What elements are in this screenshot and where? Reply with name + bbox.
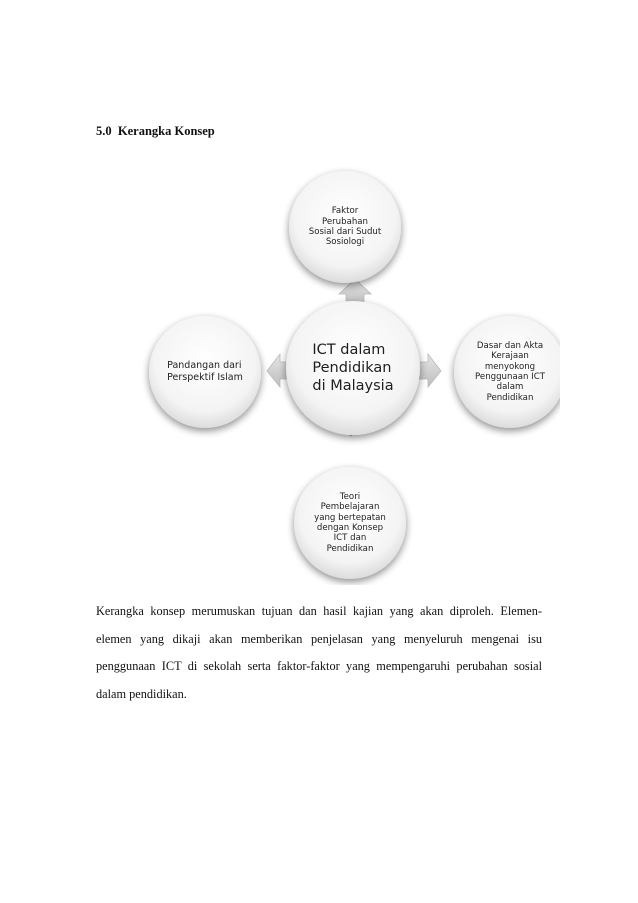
node-top-label: Faktor Perubahan Sosial dari Sudut Sosiologi bbox=[308, 206, 382, 248]
node-right-label: Dasar dan Akta Kerajaan menyokong Penggunaan ICT dalam Pendidikan bbox=[475, 340, 545, 403]
node-bottom-label: Teori Pembelajaran yang bertepatan dengan Konsep ICT dan Pendidikan bbox=[314, 491, 386, 554]
section-heading: 5.0 Kerangka Konsep bbox=[96, 124, 215, 138]
node-left-label: Pandangan dari Perspektif Islam bbox=[167, 360, 243, 383]
body-paragraph: Kerangka konsep merumuskan tujuan dan hasil kajian yang akan diproleh. Elemen-elemen yang dikaji akan memberikan penjelasan yang menyeluruh mengenai isu penggunaan ICT di sekolah serta faktor-faktor yang mempengaruhi perubahan sosial dalam pendidikan. bbox=[96, 604, 542, 701]
concept-framework-diagram bbox=[140, 165, 560, 585]
arrow-right bbox=[417, 354, 441, 387]
node-center-label: ICT dalam Pendidikan di Malaysia bbox=[312, 341, 394, 395]
